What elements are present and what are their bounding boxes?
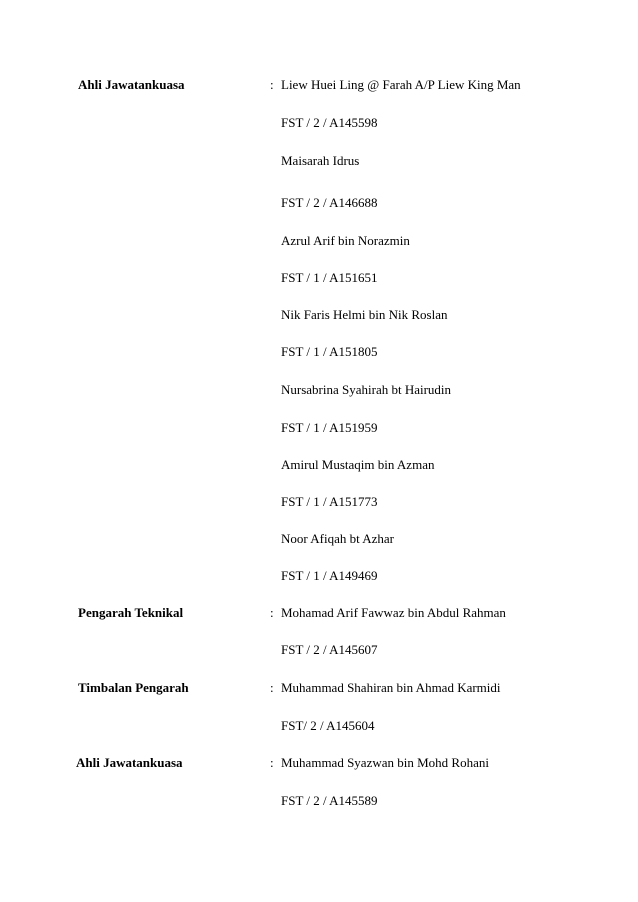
member-id: FST / 1 / A149469 (281, 568, 378, 583)
member-name: Mohamad Arif Fawwaz bin Abdul Rahman (281, 605, 506, 620)
member-name: Muhammad Syazwan bin Mohd Rohani (281, 755, 489, 770)
member-id: FST / 2 / A145598 (281, 115, 378, 130)
section-label-ahli-jawatankuasa-2: Ahli Jawatankuasa (76, 755, 183, 770)
member-name: Nik Faris Helmi bin Nik Roslan (281, 307, 448, 322)
member-id: FST / 1 / A151805 (281, 344, 378, 359)
section-colon: : (270, 605, 274, 620)
member-id: FST/ 2 / A145604 (281, 718, 375, 733)
member-id: FST / 2 / A146688 (281, 195, 378, 210)
member-id: FST / 1 / A151773 (281, 494, 378, 509)
member-id: FST / 1 / A151651 (281, 270, 378, 285)
section-label-pengarah-teknikal: Pengarah Teknikal (78, 605, 184, 620)
member-name: Nursabrina Syahirah bt Hairudin (281, 382, 452, 397)
member-name: Muhammad Shahiran bin Ahmad Karmidi (281, 680, 501, 695)
member-id: FST / 2 / A145589 (281, 793, 378, 808)
member-name: Liew Huei Ling @ Farah A/P Liew King Man (281, 77, 521, 92)
member-id: FST / 1 / A151959 (281, 420, 378, 435)
section-label-ahli-jawatankuasa: Ahli Jawatankuasa (78, 77, 185, 92)
section-colon: : (270, 755, 274, 770)
member-id: FST / 2 / A145607 (281, 642, 378, 657)
member-name: Noor Afiqah bt Azhar (281, 531, 395, 546)
member-name: Azrul Arif bin Norazmin (281, 233, 410, 248)
member-name: Amirul Mustaqim bin Azman (281, 457, 435, 472)
section-label-timbalan-pengarah: Timbalan Pengarah (78, 680, 189, 695)
section-colon: : (270, 680, 274, 695)
member-name: Maisarah Idrus (281, 153, 360, 168)
section-colon: : (270, 77, 274, 92)
